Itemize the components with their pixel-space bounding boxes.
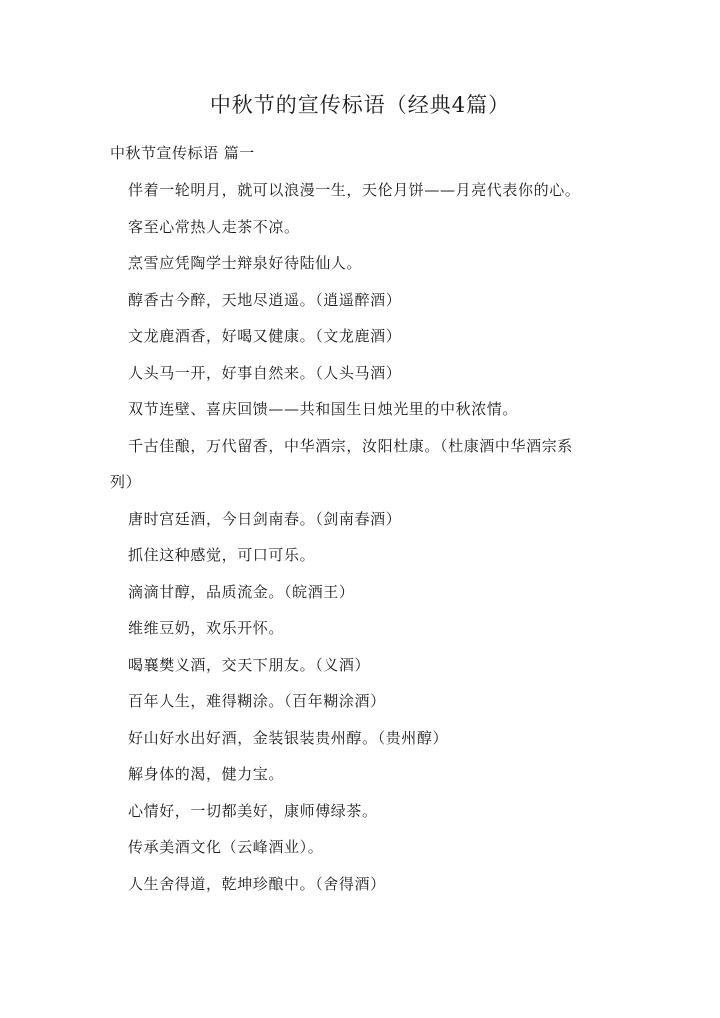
- slogan-line: 唐时宫廷酒，今日剑南春。（剑南春酒）: [128, 509, 402, 528]
- slogan-line: 抓住这种感觉，可口可乐。: [128, 546, 316, 564]
- slogan-line: 传承美酒文化（云峰酒业）。: [128, 838, 324, 856]
- slogan-line: 解身体的渴，健力宝。: [128, 765, 285, 783]
- slogan-line: 喝襄樊义酒，交天下朋友。（义酒）: [128, 655, 371, 674]
- slogan-line: 滴滴甘醇，品质流金。（皖酒王）: [128, 582, 355, 601]
- slogan-line: 千古佳酿，万代留香，中华酒宗，汝阳杜康。（杜康酒中华酒宗系: [128, 436, 573, 455]
- slogan-line: 文龙鹿酒香，好喝又健康。（文龙鹿酒）: [128, 327, 402, 345]
- slogan-list: [110, 176, 630, 906]
- slogan-line: 烹雪应凭陶学士辩泉好待陆仙人。: [128, 254, 363, 272]
- slogan-line-continuation: 列）: [110, 473, 142, 491]
- slogan-line: 醇香古今醉，天地尽逍遥。（逍遥醉酒）: [128, 290, 402, 309]
- slogan-line: 好山好水出好酒，金装银装贵州醇。（贵州醇）: [128, 728, 449, 747]
- document-title: 中秋节的宣传标语（经典4篇）: [209, 93, 511, 117]
- slogan-line: 人头马一开，好事自然来。（人头马酒）: [128, 363, 402, 382]
- slogan-line: 百年人生，难得糊涂。（百年糊涂酒）: [128, 692, 386, 710]
- slogan-line: 客至心常热人走茶不凉。: [128, 217, 300, 236]
- section-heading: 中秋节宣传标语 篇一: [110, 144, 255, 162]
- slogan-line: 双节连壁、喜庆回馈——共和国生日烛光里的中秋浓情。: [128, 400, 519, 418]
- slogan-line: 伴着一轮明月，就可以浪漫一生，天伦月饼——月亮代表你的心。: [128, 181, 581, 199]
- slogan-line: 心情好，一切都美好，康师傅绿茶。: [128, 801, 378, 820]
- slogan-line: 维维豆奶，欢乐开怀。: [128, 619, 285, 637]
- slogan-line: 人生舍得道，乾坤珍酿中。（舍得酒）: [128, 874, 386, 893]
